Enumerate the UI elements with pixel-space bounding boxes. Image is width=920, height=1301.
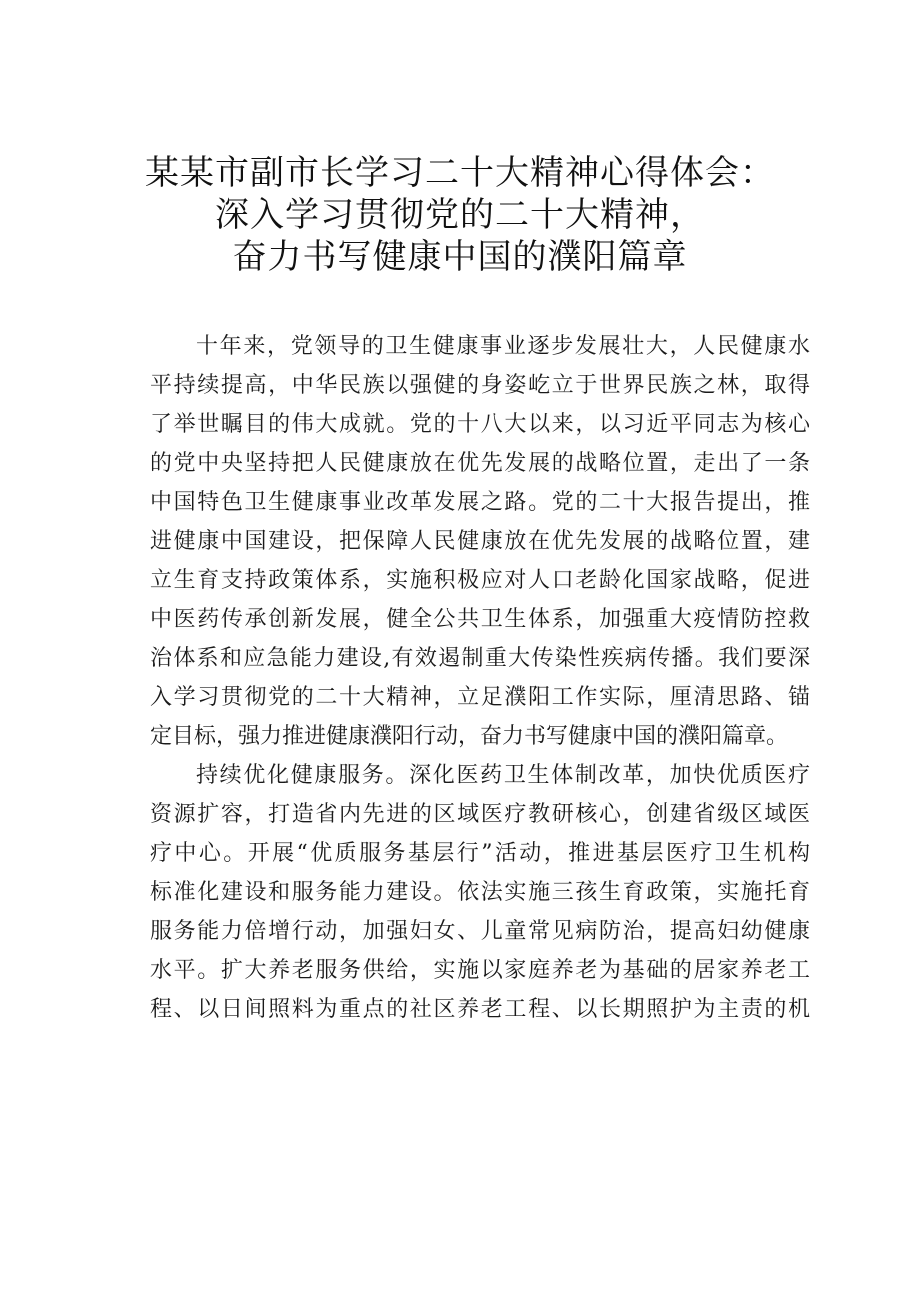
paragraph-line: 服务能力倍增行动，加强妇女、儿童常见病防治，提高妇幼健康 [150, 919, 810, 944]
paragraph-line: 程、以日间照料为重点的社区养老工程、以长期照护为主责的机 [150, 997, 810, 1022]
paragraph-line: 持续优化健康服务。深化医药卫生体制改革，加快优质医疗 [196, 763, 810, 788]
paragraph-line: 水平。扩大养老服务供给，实施以家庭养老为基础的居家养老工 [150, 958, 810, 983]
paragraph-2 [150, 756, 810, 1029]
paragraph-line: 平持续提高，中华民族以强健的身姿屹立于世界民族之林，取得 [150, 373, 810, 398]
paragraph-line: 十年来，党领导的卫生健康事业逐步发展壮大，人民健康水 [196, 334, 810, 359]
paragraph-line: 入学习贯彻党的二十大精神，立足濮阳工作实际，厘清思路、锚 [150, 685, 810, 710]
title-line-3: 奋力书写健康中国的濮阳篇章 [232, 237, 688, 277]
paragraph-line: 中国特色卫生健康事业改革发展之路。党的二十大报告提出，推 [150, 490, 810, 515]
title-line-1: 某某市副市长学习二十大精神心得体会： [145, 153, 775, 193]
paragraph-line: 标准化建设和服务能力建设。依法实施三孩生育政策，实施托育 [150, 880, 810, 905]
paragraph-line: 的党中央坚持把人民健康放在优先发展的战略位置，走出了一条 [150, 451, 810, 476]
title-line-2: 深入学习贯彻党的二十大精神， [215, 195, 705, 235]
paragraph-line: 治体系和应急能力建设,有效遏制重大传染性疾病传播。我们要深 [150, 646, 810, 671]
document-body [150, 327, 810, 1029]
paragraph-line: 定目标，强力推进健康濮阳行动，奋力书写健康中国的濮阳篇章。 [150, 724, 789, 749]
paragraph-1 [150, 327, 810, 756]
paragraph-line: 立生育支持政策体系，实施积极应对人口老龄化国家战略，促进 [150, 568, 810, 593]
document-title [120, 152, 800, 278]
paragraph-line: 中医药传承创新发展，健全公共卫生体系，加强重大疫情防控救 [150, 607, 810, 632]
paragraph-line: 资源扩容，打造省内先进的区域医疗教研核心，创建省级区域医 [150, 802, 810, 827]
paragraph-line: 疗中心。开展“优质服务基层行”活动，推进基层医疗卫生机构 [150, 841, 810, 866]
paragraph-line: 了举世瞩目的伟大成就。党的十八大以来，以习近平同志为核心 [150, 412, 810, 437]
paragraph-line: 进健康中国建设，把保障人民健康放在优先发展的战略位置，建 [150, 529, 810, 554]
